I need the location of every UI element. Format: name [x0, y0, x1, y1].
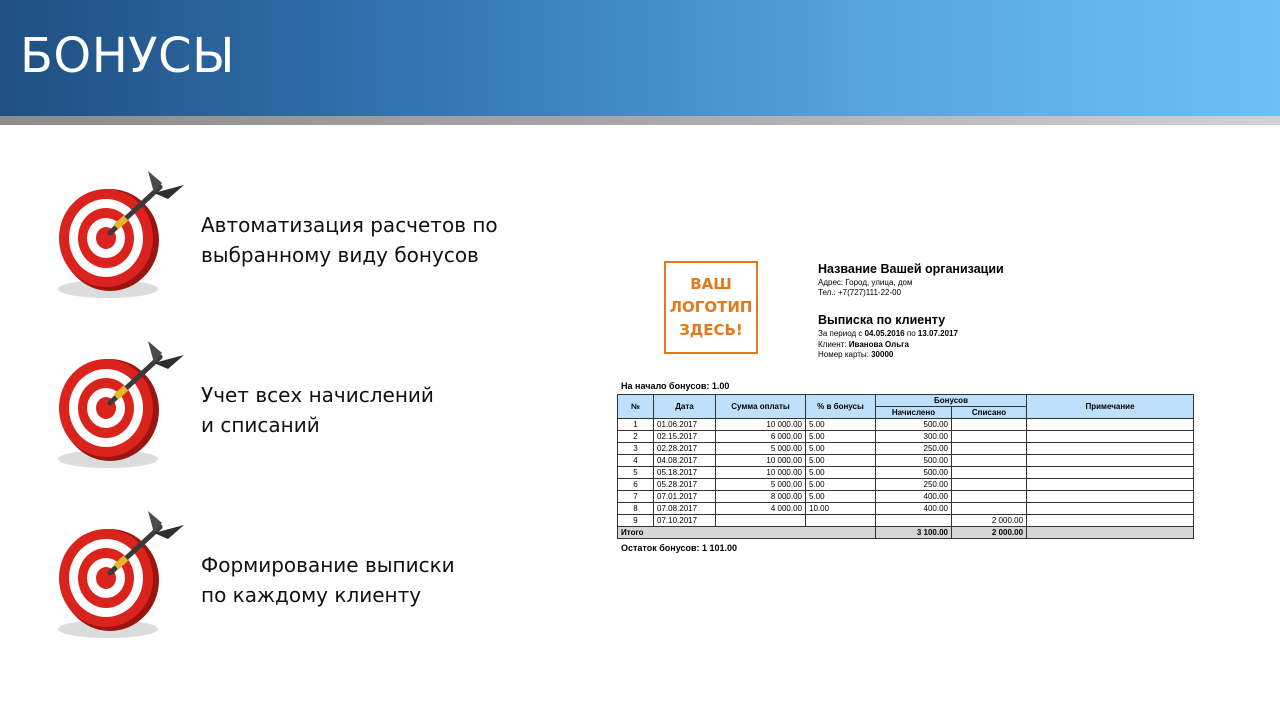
- cell-num: 4: [618, 455, 654, 467]
- cell-accrued: 300.00: [876, 431, 952, 443]
- target-icon: [50, 507, 190, 647]
- cell-amount: 5 000.00: [716, 443, 806, 455]
- table-row: [618, 455, 1194, 467]
- table-row: [618, 479, 1194, 491]
- bullet-item-3: [50, 507, 520, 647]
- cell-percent: 5.00: [806, 431, 876, 443]
- card-prefix: Номер карты:: [818, 350, 872, 359]
- cell-note: [1027, 443, 1194, 455]
- cell-num: 6: [618, 479, 654, 491]
- column-header-num: №: [618, 395, 654, 419]
- card-number: 30000: [871, 350, 894, 359]
- start-balance: На начало бонусов: 1.00: [621, 381, 730, 391]
- cell-date: 07.01.2017: [654, 491, 716, 503]
- cell-date: 02.28.2017: [654, 443, 716, 455]
- cell-note: [1027, 431, 1194, 443]
- cell-accrued: [876, 515, 952, 527]
- cell-date: 07.10.2017: [654, 515, 716, 527]
- cell-accrued: 400.00: [876, 491, 952, 503]
- bullet-line: Автоматизация расчетов по: [201, 213, 498, 237]
- organization-address: Адрес: Город, улица, дом: [818, 278, 913, 287]
- cell-date: 01.06.2017: [654, 419, 716, 431]
- cell-percent: 10.00: [806, 503, 876, 515]
- bullet-text-2: [201, 380, 434, 440]
- statement-client: [818, 340, 958, 351]
- cell-date: 04.08.2017: [654, 455, 716, 467]
- cell-num: 1: [618, 419, 654, 431]
- client-prefix: Клиент:: [818, 339, 849, 349]
- cell-note: [1027, 515, 1194, 527]
- cell-written-off: [952, 455, 1027, 467]
- cell-accrued: 250.00: [876, 443, 952, 455]
- cell-percent: 5.00: [806, 443, 876, 455]
- cell-percent: 5.00: [806, 491, 876, 503]
- organization-info: [818, 262, 1004, 298]
- cell-amount: 10 000.00: [716, 455, 806, 467]
- statement-info: [818, 313, 958, 361]
- total-written-off: 2 000.00: [952, 527, 1027, 539]
- table-row: [618, 515, 1194, 527]
- column-header-written-off: Списано: [952, 407, 1027, 419]
- cell-accrued: 500.00: [876, 467, 952, 479]
- cell-num: 5: [618, 467, 654, 479]
- table-row: [618, 443, 1194, 455]
- period-mid: по: [904, 329, 918, 338]
- cell-accrued: 250.00: [876, 479, 952, 491]
- column-header-accrued: Начислено: [876, 407, 952, 419]
- cell-percent: 5.00: [806, 455, 876, 467]
- client-name: Иванова Ольга: [848, 339, 909, 349]
- total-label: Итого: [618, 527, 876, 539]
- cell-amount: 10 000.00: [716, 419, 806, 431]
- slide-title: БОНУСЫ: [20, 28, 235, 84]
- cell-note: [1027, 467, 1194, 479]
- cell-amount: 10 000.00: [716, 467, 806, 479]
- cell-accrued: 500.00: [876, 455, 952, 467]
- cell-amount: [716, 515, 806, 527]
- end-balance: Остаток бонусов: 1 101.00: [621, 543, 738, 553]
- cell-percent: 5.00: [806, 467, 876, 479]
- cell-accrued: 400.00: [876, 503, 952, 515]
- table-row: [618, 491, 1194, 503]
- cell-note: [1027, 479, 1194, 491]
- cell-amount: 8 000.00: [716, 491, 806, 503]
- table-row: [618, 467, 1194, 479]
- column-header-percent: % в бонусы: [806, 395, 876, 419]
- table-total-row: [618, 527, 1194, 539]
- organization-phone: Тел.: +7(727)111-22-00: [818, 288, 902, 297]
- title-bar: [0, 0, 1280, 116]
- column-header-amount: Сумма оплаты: [716, 395, 806, 419]
- organization-name: Название Вашей организации: [818, 262, 1004, 276]
- logo-line: ЗДЕСЬ!: [679, 321, 743, 339]
- cell-date: 02.15.2017: [654, 431, 716, 443]
- cell-written-off: [952, 419, 1027, 431]
- statement-title: Выписка по клиенту: [818, 313, 946, 327]
- bullet-item-2: [50, 337, 520, 477]
- cell-amount: 5 000.00: [716, 479, 806, 491]
- cell-written-off: [952, 431, 1027, 443]
- cell-num: 2: [618, 431, 654, 443]
- logo-line: ЛОГОТИП: [669, 298, 753, 316]
- bullet-line: Учет всех начислений: [201, 383, 434, 407]
- cell-percent: 5.00: [806, 479, 876, 491]
- bullet-line: по каждому клиенту: [201, 583, 422, 607]
- cell-num: 7: [618, 491, 654, 503]
- bonus-statement-table: [617, 394, 1194, 539]
- table-row: [618, 503, 1194, 515]
- total-note: [1027, 527, 1194, 539]
- table-row: [618, 431, 1194, 443]
- period-to: 13.07.2017: [917, 329, 958, 338]
- column-header-note: Примечание: [1027, 395, 1194, 419]
- cell-date: 05.28.2017: [654, 479, 716, 491]
- cell-num: 8: [618, 503, 654, 515]
- cell-written-off: 2 000.00: [952, 515, 1027, 527]
- bullet-line: и списаний: [201, 413, 320, 437]
- cell-num: 9: [618, 515, 654, 527]
- cell-note: [1027, 455, 1194, 467]
- cell-date: 05.18.2017: [654, 467, 716, 479]
- cell-written-off: [952, 443, 1027, 455]
- total-accrued: 3 100.00: [876, 527, 952, 539]
- cell-amount: 4 000.00: [716, 503, 806, 515]
- target-icon: [50, 167, 190, 307]
- target-icon: [50, 337, 190, 477]
- cell-percent: [806, 515, 876, 527]
- cell-written-off: [952, 503, 1027, 515]
- header-divider: [0, 116, 1280, 125]
- cell-written-off: [952, 491, 1027, 503]
- cell-written-off: [952, 479, 1027, 491]
- column-header-bonuses: Бонусов: [876, 395, 1027, 407]
- bullet-line: выбранному виду бонусов: [201, 243, 479, 267]
- cell-date: 07.08.2017: [654, 503, 716, 515]
- bullet-text-3: [201, 550, 455, 610]
- table-row: [618, 419, 1194, 431]
- cell-note: [1027, 491, 1194, 503]
- statement-period: [818, 329, 958, 340]
- cell-note: [1027, 419, 1194, 431]
- period-from: 04.05.2016: [864, 329, 905, 338]
- period-prefix: За период с: [818, 329, 865, 338]
- cell-note: [1027, 503, 1194, 515]
- logo-placeholder: [664, 261, 758, 354]
- cell-accrued: 500.00: [876, 419, 952, 431]
- bullet-item-1: [50, 167, 520, 307]
- statement-card: [818, 350, 958, 361]
- cell-percent: 5.00: [806, 419, 876, 431]
- logo-line: ВАШ: [690, 275, 732, 293]
- column-header-date: Дата: [654, 395, 716, 419]
- cell-amount: 6 000.00: [716, 431, 806, 443]
- cell-num: 3: [618, 443, 654, 455]
- cell-written-off: [952, 467, 1027, 479]
- bullet-line: Формирование выписки: [201, 553, 455, 577]
- bullet-text-1: [201, 210, 498, 270]
